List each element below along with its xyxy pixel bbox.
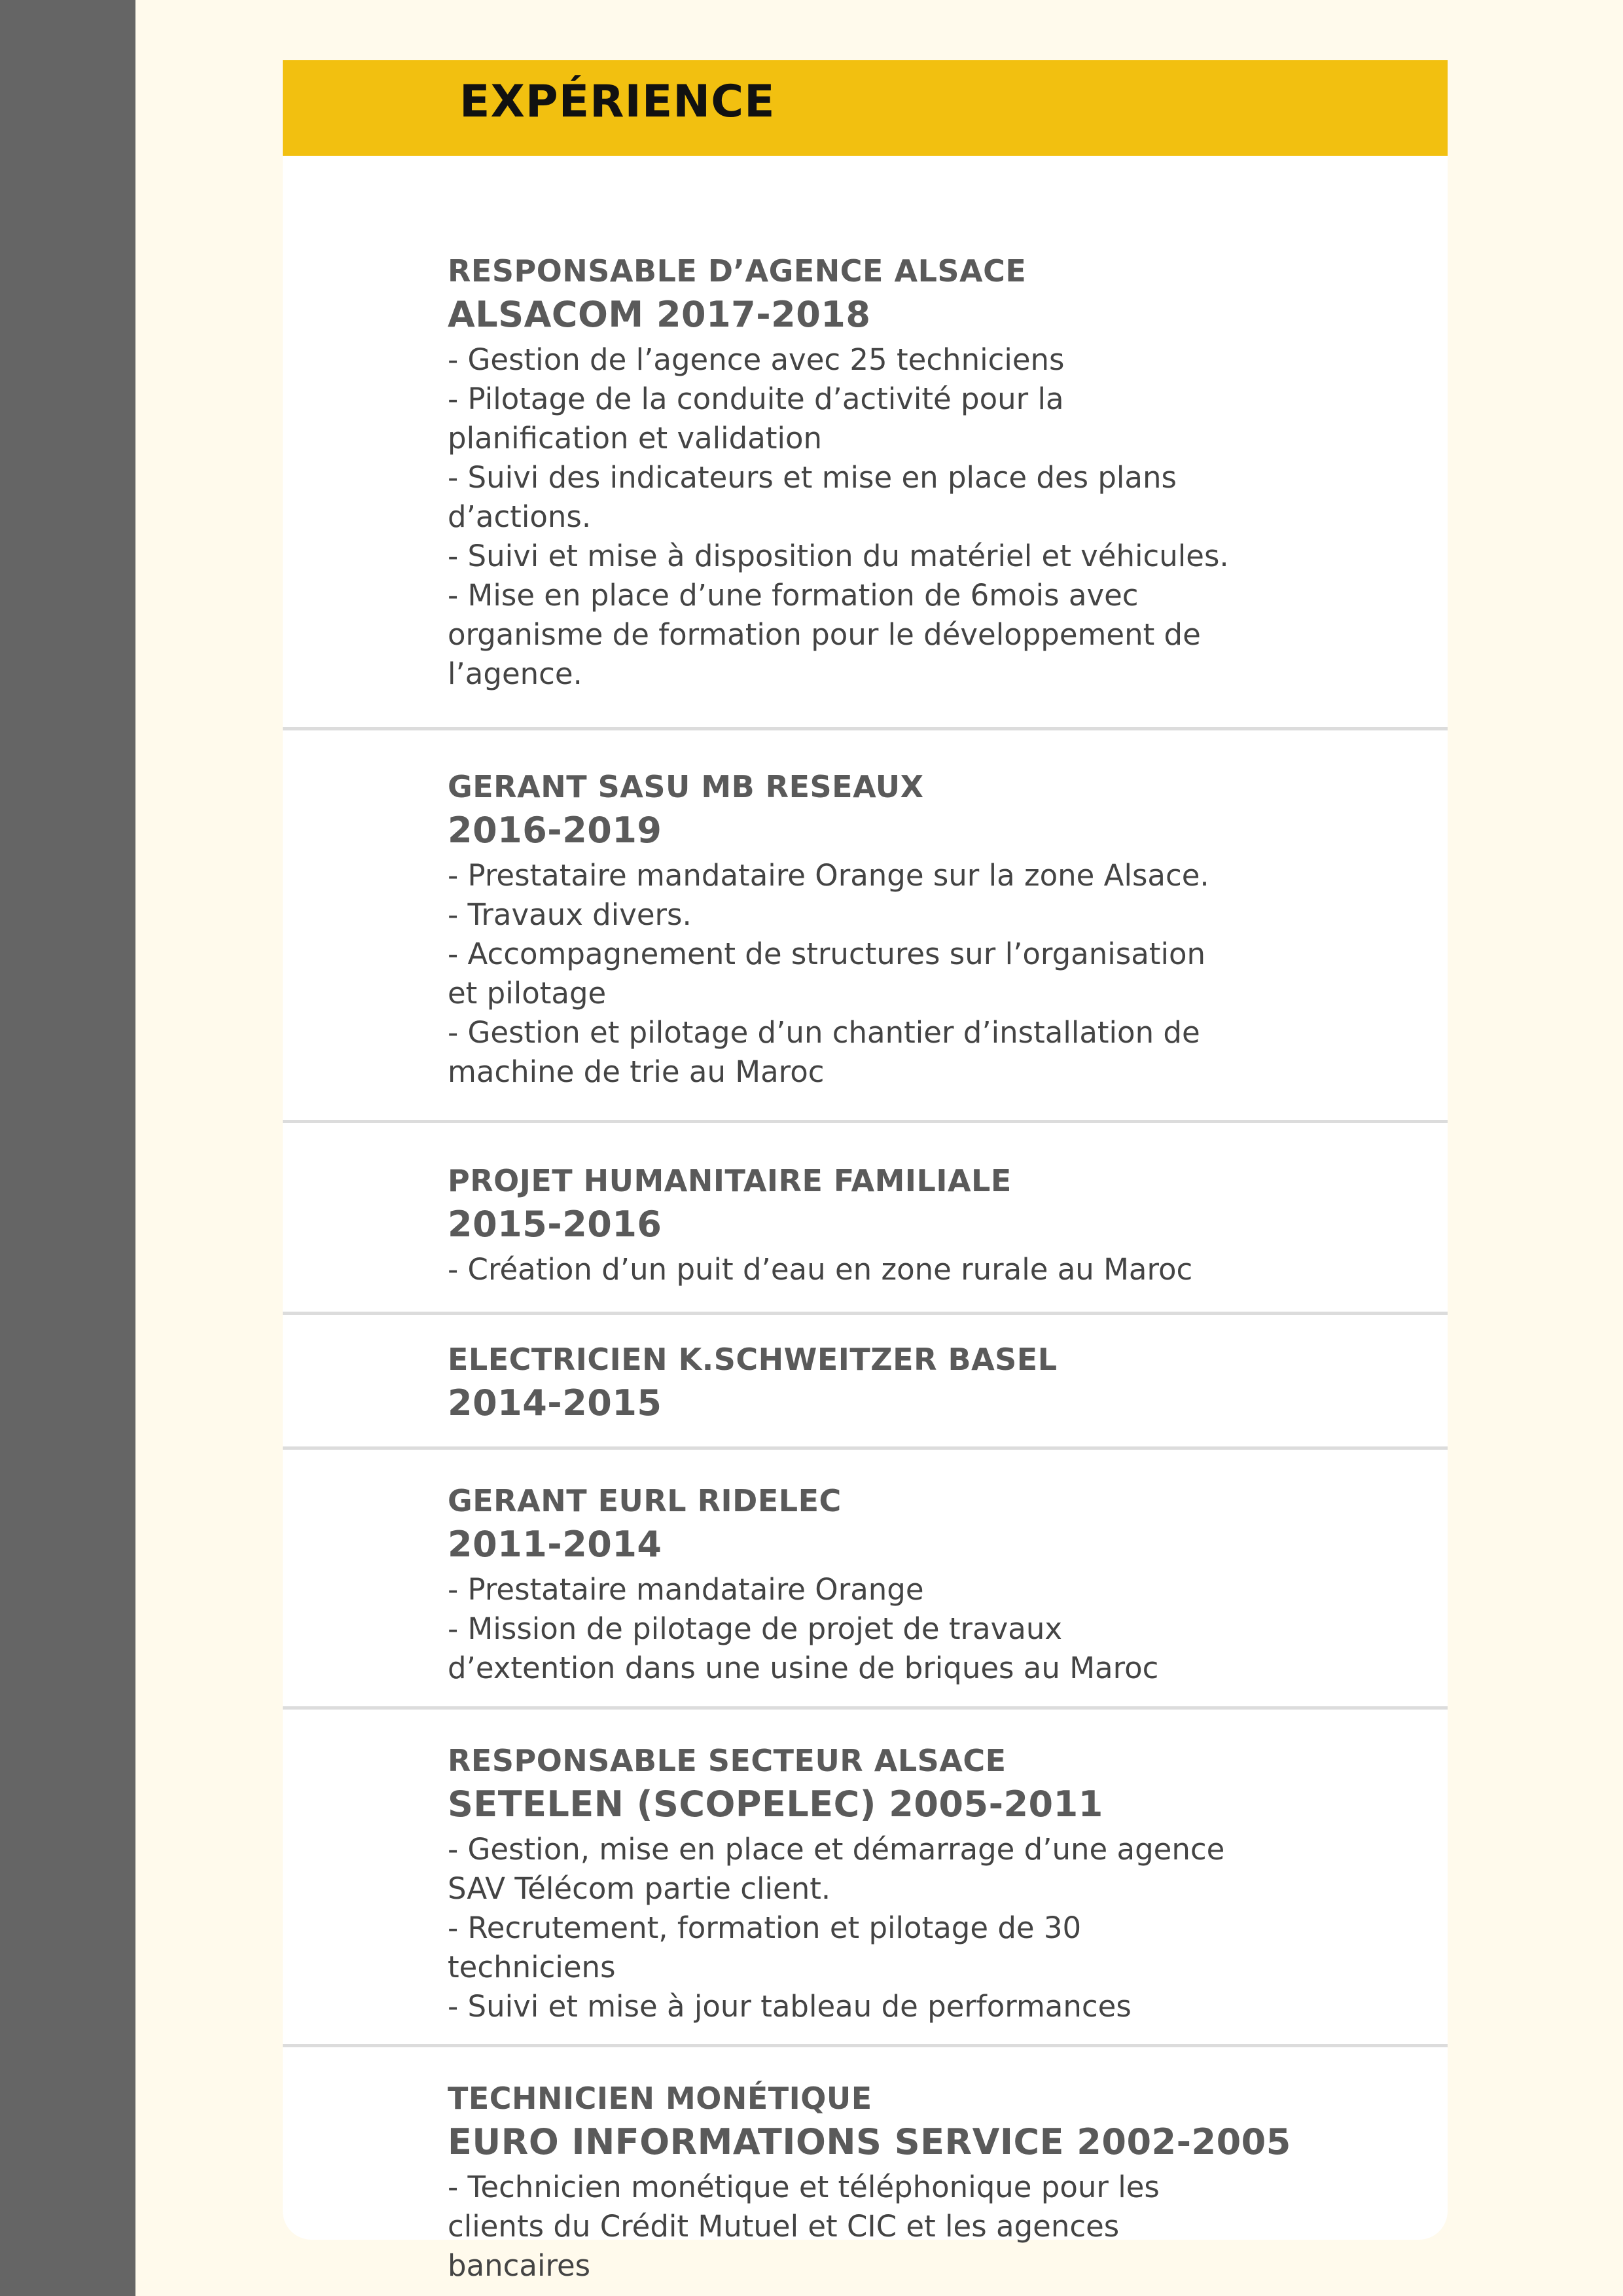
description-line: - Pilotage de la conduite d’activité pour la bbox=[448, 382, 1064, 416]
left-sidebar-bar bbox=[0, 0, 135, 2296]
description-line: - Prestataire mandataire Orange sur la zone Alsace. bbox=[448, 858, 1209, 893]
job-company-dates: 2015-2016 bbox=[448, 1204, 662, 1245]
job-description bbox=[448, 340, 1343, 694]
job-company-dates: EURO INFORMATIONS SERVICE 2002-2005 bbox=[448, 2121, 1291, 2162]
description-line: - Création d’un puit d’eau en zone rurale au Maroc bbox=[448, 1252, 1193, 1287]
job-company-dates: ALSACOM 2017-2018 bbox=[448, 294, 871, 335]
description-line: - Gestion et pilotage d’un chantier d’installation de bbox=[448, 1015, 1200, 1050]
job-description bbox=[448, 1830, 1343, 2026]
description-line: bancaires bbox=[448, 2248, 591, 2283]
description-line: - Travaux divers. bbox=[448, 897, 692, 932]
experience-entry bbox=[283, 156, 1448, 730]
description-line: d’extention dans une usine de briques au Maroc bbox=[448, 1651, 1159, 1685]
experience-entry bbox=[283, 1710, 1448, 2047]
description-line: - Prestataire mandataire Orange bbox=[448, 1572, 924, 1607]
description-line: techniciens bbox=[448, 1950, 616, 1984]
job-title: PROJET HUMANITAIRE FAMILIALE bbox=[448, 1163, 1012, 1198]
description-line: - Mission de pilotage de projet de travaux bbox=[448, 1611, 1062, 1646]
job-title: GERANT SASU MB RESEAUX bbox=[448, 769, 924, 804]
description-line: et pilotage bbox=[448, 976, 607, 1011]
description-line: - Gestion de l’agence avec 25 techniciens bbox=[448, 342, 1065, 377]
description-line: - Accompagnement de structures sur l’organisation bbox=[448, 937, 1206, 971]
description-line: - Mise en place d’une formation de 6mois avec bbox=[448, 578, 1139, 613]
job-company-dates: 2011-2014 bbox=[448, 1524, 662, 1565]
description-line: SAV Télécom partie client. bbox=[448, 1871, 831, 1906]
description-line: d’actions. bbox=[448, 499, 592, 534]
description-line: l’agence. bbox=[448, 656, 582, 691]
description-line: - Suivi et mise à disposition du matériel et véhicules. bbox=[448, 539, 1229, 573]
experience-entry bbox=[283, 730, 1448, 1123]
job-description bbox=[448, 1570, 1343, 1688]
job-company-dates: 2016-2019 bbox=[448, 810, 662, 851]
description-line: - Technicien monétique et téléphonique pour les bbox=[448, 2170, 1160, 2204]
job-title: RESPONSABLE SECTEUR ALSACE bbox=[448, 1743, 1007, 1778]
experience-entry bbox=[283, 1123, 1448, 1315]
job-description bbox=[448, 856, 1343, 1092]
description-line: clients du Crédit Mutuel et CIC et les agences bbox=[448, 2209, 1120, 2244]
description-line: - Suivi des indicateurs et mise en place des plans bbox=[448, 460, 1177, 495]
description-line: - Gestion, mise en place et démarrage d’une agence bbox=[448, 1832, 1225, 1867]
job-title: ELECTRICIEN K.SCHWEITZER BASEL bbox=[448, 1342, 1058, 1377]
job-company-dates: 2014-2015 bbox=[448, 1382, 662, 1424]
job-title: GERANT EURL RIDELEC bbox=[448, 1483, 842, 1518]
description-line: - Recrutement, formation et pilotage de 30 bbox=[448, 1910, 1082, 1945]
job-title: TECHNICIEN MONÉTIQUE bbox=[448, 2081, 872, 2116]
experience-entry bbox=[283, 1315, 1448, 1450]
job-description bbox=[448, 2168, 1343, 2286]
description-line: - Suivi et mise à jour tableau de performances bbox=[448, 1989, 1132, 2024]
experience-card bbox=[283, 60, 1448, 2283]
section-title: EXPÉRIENCE bbox=[459, 76, 776, 128]
job-company-dates: SETELEN (SCOPELEC) 2005-2011 bbox=[448, 1784, 1103, 1825]
job-description bbox=[448, 1250, 1343, 1289]
description-line: organisme de formation pour le développement de bbox=[448, 617, 1201, 652]
experience-entry bbox=[283, 2047, 1448, 2283]
experience-header bbox=[283, 60, 1448, 156]
job-title: RESPONSABLE D’AGENCE ALSACE bbox=[448, 253, 1027, 289]
experience-entry bbox=[283, 1450, 1448, 1710]
description-line: planification et validation bbox=[448, 421, 823, 456]
description-line: machine de trie au Maroc bbox=[448, 1054, 825, 1089]
